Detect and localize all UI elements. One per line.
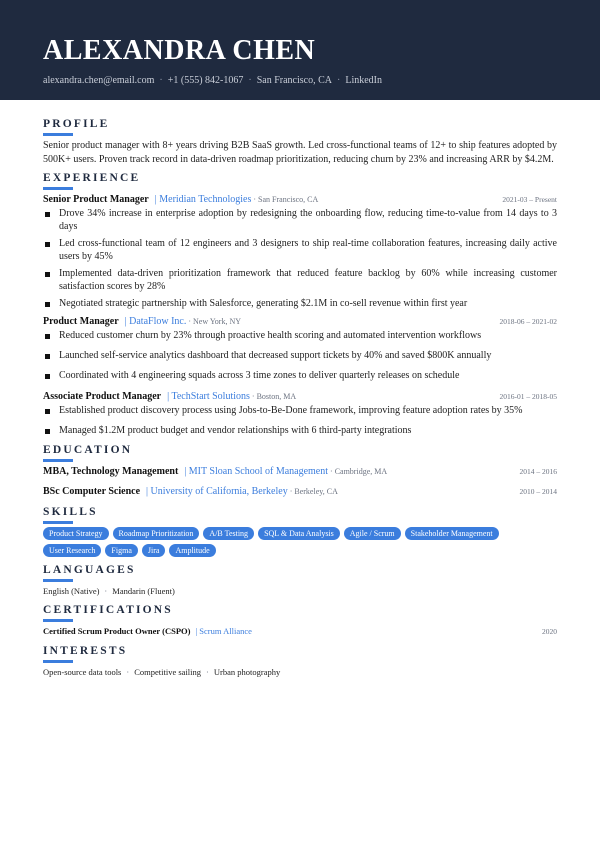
school: | MIT Sloan School of Management <box>184 466 329 477</box>
bullet-text: Launched self-service analytics dashboard that decreased support tickets by 40% and saved $800K annually <box>59 350 492 361</box>
bullet-text: Led cross-functional team of 12 engineers and 3 designers to ship real-time collaboration features, increasing daily active users by 45% <box>59 238 557 262</box>
education-dates: 2010 – 2014 <box>519 487 557 496</box>
resume-body <box>0 100 600 678</box>
bullet-square-icon <box>45 272 50 277</box>
section-underline <box>43 133 73 136</box>
section-underline <box>43 521 73 524</box>
job-location: · New York, NY <box>188 317 242 326</box>
section-underline <box>43 660 73 663</box>
skill-chip: SQL & Data Analysis <box>258 527 340 540</box>
education-entry <box>43 465 557 478</box>
job-role: Product Manager <box>43 316 119 327</box>
school-location: · Berkeley, CA <box>289 487 338 496</box>
job-dates: 2016-01 – 2018-05 <box>499 392 557 401</box>
languages-list <box>43 585 557 597</box>
candidate-name: ALEXANDRA CHEN <box>43 35 316 66</box>
bullet-square-icon <box>45 302 50 307</box>
bullet-square-icon <box>45 334 50 339</box>
section-title: INTERESTS <box>43 645 128 657</box>
skills-section <box>43 505 557 557</box>
language-item: English (Native) <box>43 586 100 596</box>
job-company: | Meridian Technologies <box>154 194 252 205</box>
contact-email[interactable]: alexandra.chen@email.com <box>43 75 155 86</box>
certification-year: 2020 <box>542 627 557 636</box>
job-location: · San Francisco, CA <box>253 195 319 204</box>
bullet-square-icon <box>45 409 50 414</box>
separator: · <box>248 75 252 86</box>
job-entry <box>43 315 557 382</box>
education-section <box>43 443 557 498</box>
bullet-text: Negotiated strategic partnership with Salesforce, generating $2.1M in co-sell revenue within first year <box>59 298 468 309</box>
certification-name: Certified Scrum Product Owner (CSPO) <box>43 626 191 636</box>
bullet-text: Implemented data-driven prioritization framework that reduced feature backlog by 60% while increasing customer satisfaction scores by 28% <box>59 268 557 292</box>
section-title: SKILLS <box>43 506 98 518</box>
certifications-section <box>43 603 557 638</box>
bullet-item <box>43 267 557 293</box>
bullet-item <box>43 424 557 437</box>
bullet-text: Drove 34% increase in enterprise adoption by redesigning the onboarding flow, reducing time-to-value from 14 days to 3 days <box>59 208 557 232</box>
section-title: EXPERIENCE <box>43 172 141 184</box>
bullet-square-icon <box>45 242 50 247</box>
section-title: EDUCATION <box>43 444 133 456</box>
bullet-item <box>43 404 557 417</box>
bullet-item <box>43 297 557 310</box>
section-title: LANGUAGES <box>43 564 136 576</box>
degree: MBA, Technology Management <box>43 466 179 477</box>
profile-section <box>43 117 557 166</box>
skill-chip: Product Strategy <box>43 527 109 540</box>
section-underline <box>43 619 73 622</box>
separator: · <box>104 586 108 596</box>
section-title: PROFILE <box>43 118 110 130</box>
bullet-item <box>43 329 557 342</box>
languages-section <box>43 563 557 597</box>
interest-item: Open-source data tools <box>43 667 122 677</box>
experience-section <box>43 171 557 437</box>
separator: · <box>206 667 209 677</box>
interest-item: Competitive sailing <box>134 667 202 677</box>
bullet-square-icon <box>45 374 50 379</box>
certification-entry <box>43 625 557 638</box>
skill-chip: User Research <box>43 544 101 557</box>
bullet-item <box>43 369 557 382</box>
bullet-item <box>43 207 557 233</box>
skill-chip: Figma <box>105 544 137 557</box>
bullet-item <box>43 349 557 362</box>
education-dates: 2014 – 2016 <box>519 467 557 476</box>
skill-chip: A/B Testing <box>203 527 254 540</box>
contact-phone: +1 (555) 842-1067 <box>167 75 244 86</box>
job-role: Senior Product Manager <box>43 194 149 205</box>
bullet-text: Established product discovery process using Jobs-to-Be-Done framework, improving feature adoption rates by 35% <box>59 405 523 416</box>
job-entry <box>43 390 557 437</box>
degree: BSc Computer Science <box>43 486 141 497</box>
job-dates: 2018-06 – 2021-02 <box>499 317 557 326</box>
job-bullets <box>43 207 557 310</box>
separator: · <box>159 75 163 86</box>
school: | University of California, Berkeley <box>146 486 288 497</box>
section-underline <box>43 459 73 462</box>
interest-item: Urban photography <box>213 667 281 677</box>
bullet-text: Coordinated with 4 engineering squads across 3 time zones to deliver quarterly releases on schedule <box>59 370 460 381</box>
section-underline <box>43 187 73 190</box>
separator: · <box>126 667 130 677</box>
contact-line <box>43 74 557 88</box>
skill-chip: Stakeholder Management <box>405 527 499 540</box>
bullet-square-icon <box>45 429 50 434</box>
contact-linkedin[interactable]: LinkedIn <box>345 75 382 86</box>
resume-header <box>0 0 600 100</box>
education-entry <box>43 485 557 498</box>
certification-issuer: | Scrum Alliance <box>195 626 252 636</box>
section-title: CERTIFICATIONS <box>43 604 173 616</box>
interests-list <box>43 666 557 678</box>
job-bullets <box>43 404 557 437</box>
skill-chip: Roadmap Prioritization <box>113 527 200 540</box>
job-role: Associate Product Manager <box>43 391 162 402</box>
section-underline <box>43 579 73 582</box>
school-location: · Cambridge, MA <box>330 467 388 476</box>
job-bullets <box>43 329 557 382</box>
job-company: | TechStart Solutions <box>167 391 250 402</box>
bullet-text: Reduced customer churn by 23% through proactive health scoring and automated intervention workflows <box>59 330 482 341</box>
bullet-text: Managed $1.2M product budget and vendor relationships with 6 third-party integrations <box>59 425 412 436</box>
bullet-square-icon <box>45 354 50 359</box>
job-location: · Boston, MA <box>251 392 297 401</box>
profile-summary: Senior product manager with 8+ years driving B2B SaaS growth. Led cross-functional teams of 12+ to ship features adopted by 500K+ users. Proven track record in data-driven roadmap prioritization, reducing churn by 23% and increasing ARR by $4.2M. <box>43 140 557 165</box>
interests-section <box>43 644 557 678</box>
bullet-item <box>43 237 557 263</box>
skill-chip: Amplitude <box>169 544 215 557</box>
separator: · <box>337 75 341 86</box>
job-dates: 2021-03 – Present <box>502 195 557 204</box>
contact-location: San Francisco, CA <box>256 75 332 86</box>
skill-chips <box>43 527 557 557</box>
skill-chip: Agile / Scrum <box>344 527 401 540</box>
language-item: Mandarin (Fluent) <box>112 586 175 596</box>
bullet-square-icon <box>45 212 50 217</box>
job-entry <box>43 193 557 310</box>
job-company: | DataFlow Inc. <box>124 316 187 327</box>
skill-chip: Jira <box>142 544 166 557</box>
